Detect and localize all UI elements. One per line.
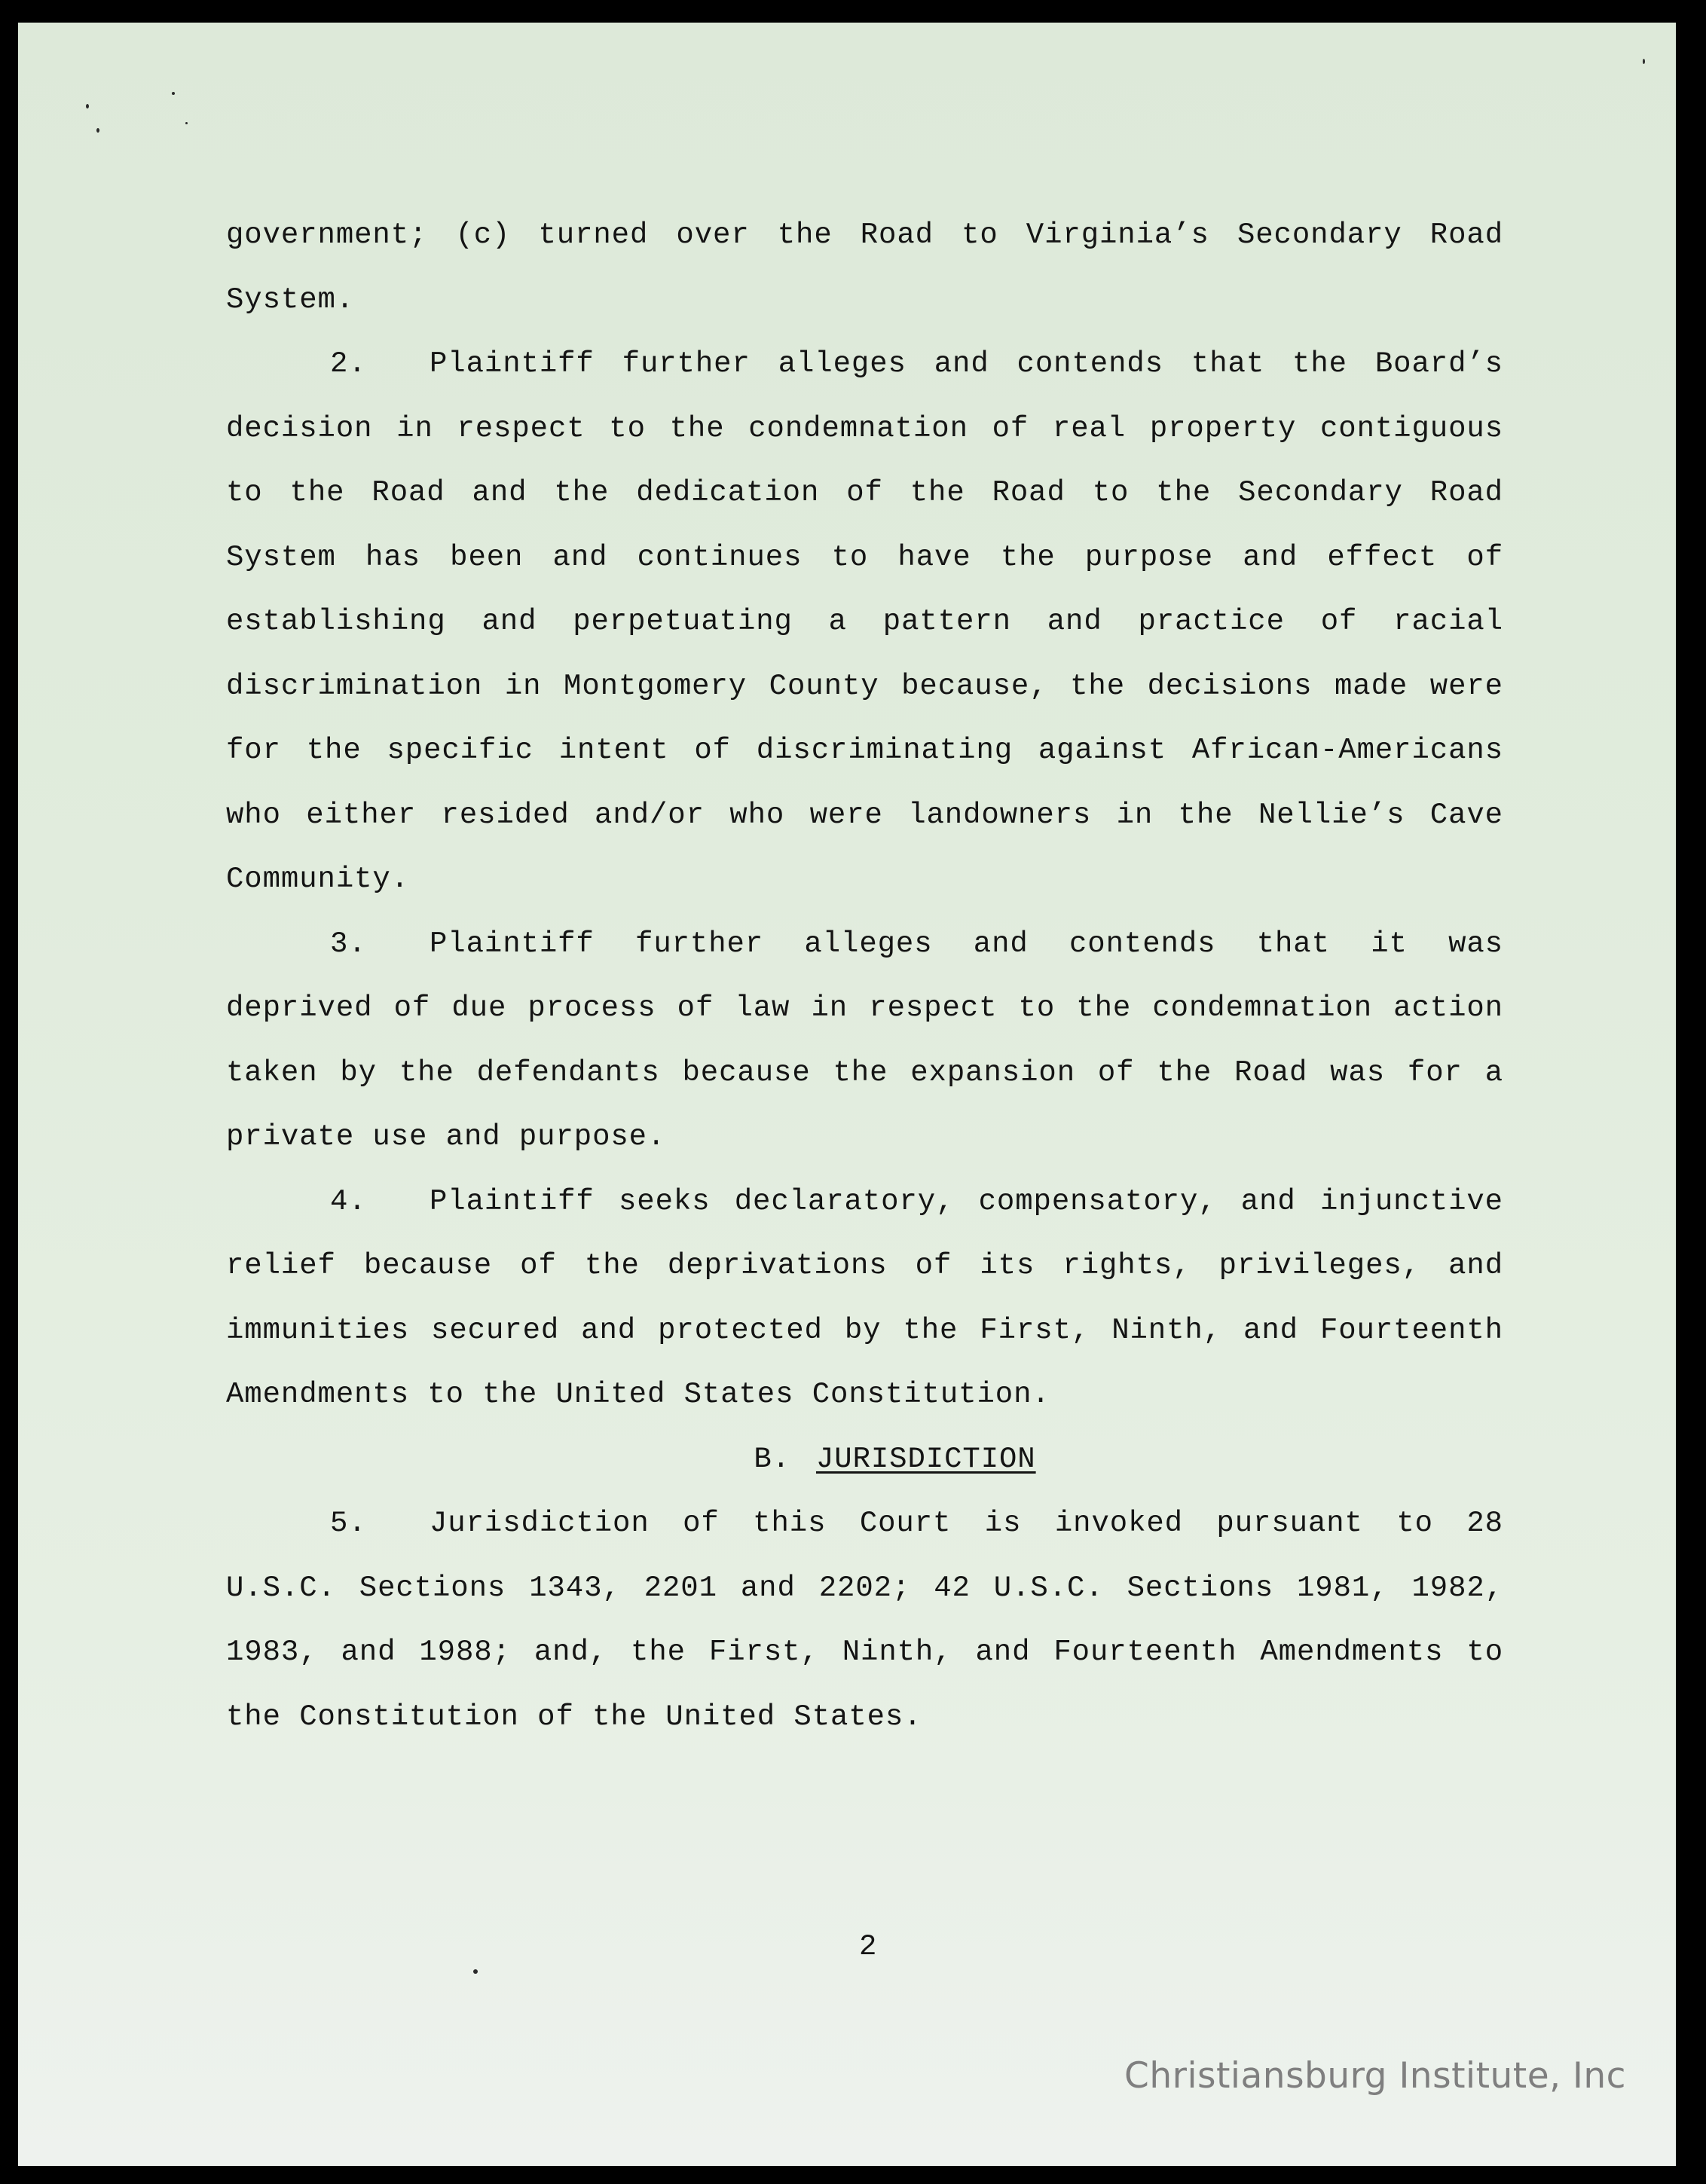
scan-speck [86,104,89,108]
section-letter: B. [754,1442,790,1476]
scan-speck [96,128,99,133]
paragraph-number: 3. [330,927,367,961]
paragraph-text: government; (c) turned over the Road to Virginia’s Secondary Road System. [226,218,1503,316]
paragraph-text: Plaintiff seeks declaratory, compensatory, and injunctive relief because of the deprivations of its rights, privileges, and immunities secured and protected by the First, Ninth, and Fourteenth Amendments to the United States Constitution. [226,1184,1503,1411]
document-body [226,203,1503,1749]
scan-speck [172,92,175,95]
scan-speck [473,1969,478,1974]
paragraph-number: 2. [330,347,367,380]
paragraph-text: Jurisdiction of this Court is invoked pursuant to 28 U.S.C. Sections 1343, 2201 and 2202; 42 U.S.C. Sections 1981, 1982, 1983, and 1988; and, the First, Ninth, and Fourteenth Amendments to the Constitution of the United States. [226,1507,1503,1733]
paragraph-number: 5. [330,1507,367,1540]
paragraph-5 [226,1492,1503,1749]
paragraph-number: 4. [330,1184,367,1218]
paragraph-3 [226,912,1503,1170]
section-heading [226,1428,1503,1492]
section-title: JURISDICTION [815,1442,1036,1476]
paragraph-4 [226,1170,1503,1428]
paragraph-1-continuation [226,203,1503,332]
scan-speck [1643,59,1645,64]
paragraph-2 [226,332,1503,912]
paragraph-text: Plaintiff further alleges and contends that it was deprived of due process of law in respect to the condemnation action taken by the defendants because the expansion of the Road was for a private use and purpose. [226,927,1503,1153]
watermark: Christiansburg Institute, Inc [1124,2055,1626,2097]
page-number: 2 [859,1930,877,1963]
paragraph-text: Plaintiff further alleges and contends that the Board’s decision in respect to the condemnation of real property contiguous to the Road and the dedication of the Road to the Secondary Road System has been and continues to have the purpose and effect of establishing and perpetuating a pattern and practice of racial discrimination in Montgomery County because, the decisions made were for the specific intent of discriminating against African-Americans who either resided and/or who were landowners in the Nellie’s Cave Community. [226,347,1503,896]
scan-speck [185,122,188,124]
